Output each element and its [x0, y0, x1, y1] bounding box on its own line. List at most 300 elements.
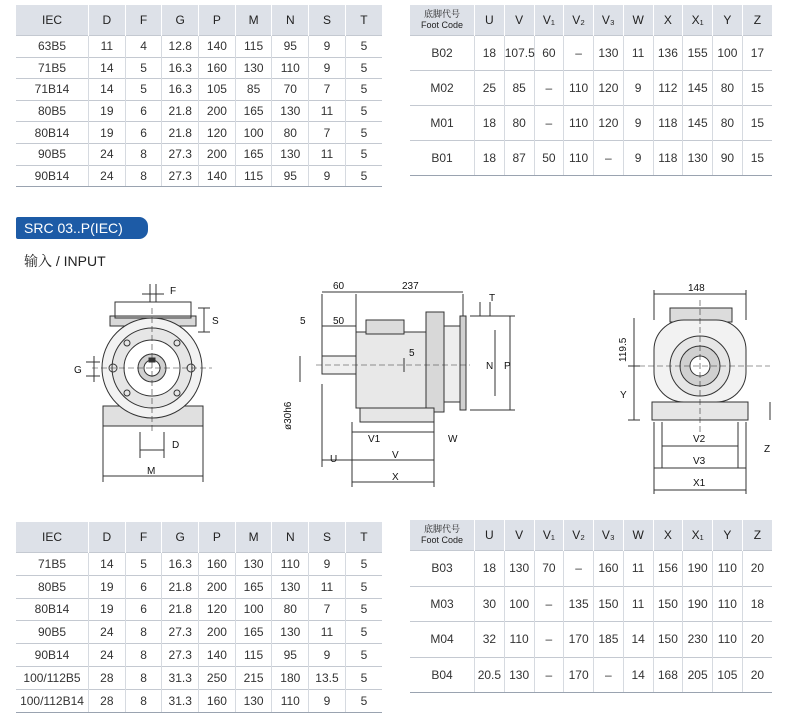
- column-header: T: [345, 5, 382, 36]
- dim-label-g: G: [74, 365, 82, 376]
- value-cell: 5: [345, 79, 382, 101]
- value-cell: 87: [504, 141, 534, 176]
- dim-label-shaft: ø30h6: [283, 401, 294, 430]
- value-cell: 100: [713, 36, 743, 71]
- value-cell: 9: [309, 36, 346, 58]
- column-header: V₁: [534, 520, 564, 551]
- value-cell: 250: [199, 666, 236, 689]
- table-row: [16, 57, 382, 79]
- value-cell: 6: [125, 122, 162, 144]
- value-cell: –: [534, 71, 564, 106]
- value-cell: 115: [235, 644, 272, 667]
- value-cell: 11: [309, 575, 346, 598]
- value-cell: 24: [89, 644, 126, 667]
- column-header: V₃: [594, 520, 624, 551]
- value-cell: 5: [345, 143, 382, 165]
- value-cell: 110: [713, 622, 743, 658]
- value-cell: 200: [199, 143, 236, 165]
- value-cell: 8: [125, 644, 162, 667]
- foot-code-en: Foot Code: [420, 20, 464, 30]
- column-header: V: [504, 5, 534, 36]
- value-cell: 80: [272, 122, 309, 144]
- foot-code-cn: 底脚代号: [423, 9, 460, 19]
- value-cell: 80: [713, 106, 743, 141]
- table-row: [16, 143, 382, 165]
- value-cell: 6: [125, 100, 162, 122]
- value-cell: 27.3: [162, 644, 199, 667]
- value-cell: 230: [683, 622, 713, 658]
- value-cell: 5: [345, 598, 382, 621]
- value-cell: 8: [125, 689, 162, 712]
- value-cell: 130: [272, 575, 309, 598]
- column-header: T: [345, 522, 382, 553]
- value-cell: 165: [235, 621, 272, 644]
- value-cell: 60: [534, 36, 564, 71]
- row-label-cell: 71B14: [16, 79, 89, 101]
- foot-code-header: [410, 5, 475, 36]
- value-cell: 5: [345, 36, 382, 58]
- value-cell: 110: [504, 622, 534, 658]
- value-cell: 80: [713, 71, 743, 106]
- value-cell: 5: [345, 553, 382, 576]
- dim-label-m: M: [147, 466, 156, 477]
- value-cell: 9: [623, 141, 653, 176]
- column-header: X: [653, 520, 683, 551]
- value-cell: 5: [345, 621, 382, 644]
- column-header: Z: [742, 520, 772, 551]
- value-cell: 150: [653, 586, 683, 622]
- value-cell: 80: [272, 598, 309, 621]
- value-cell: 27.3: [162, 621, 199, 644]
- dim-label-z: Z: [764, 444, 771, 455]
- value-cell: 11: [623, 586, 653, 622]
- value-cell: 5: [345, 644, 382, 667]
- row-label-cell: 100/112B5: [16, 666, 89, 689]
- value-cell: 130: [235, 689, 272, 712]
- column-header: S: [309, 522, 346, 553]
- value-cell: 12.8: [162, 36, 199, 58]
- column-header: W: [623, 5, 653, 36]
- value-cell: 120: [594, 71, 624, 106]
- value-cell: 160: [199, 553, 236, 576]
- value-cell: 15: [742, 71, 772, 106]
- foot-code-en: Foot Code: [420, 535, 464, 545]
- row-label-cell: M04: [410, 622, 475, 658]
- dim-label-v: V: [392, 450, 399, 461]
- value-cell: 9: [309, 165, 346, 187]
- column-header: V₁: [534, 5, 564, 36]
- row-label-cell: 80B14: [16, 122, 89, 144]
- value-cell: 31.3: [162, 689, 199, 712]
- value-cell: 190: [683, 551, 713, 587]
- value-cell: 170: [564, 657, 594, 693]
- table-row: [410, 586, 772, 622]
- value-cell: 20: [742, 657, 772, 693]
- column-header: Y: [713, 520, 743, 551]
- row-label-cell: 100/112B14: [16, 689, 89, 712]
- row-label-cell: B04: [410, 657, 475, 693]
- table-row: [16, 575, 382, 598]
- value-cell: 180: [272, 666, 309, 689]
- value-cell: 13.5: [309, 666, 346, 689]
- value-cell: 130: [272, 100, 309, 122]
- table-row: [16, 165, 382, 187]
- row-label-cell: M02: [410, 71, 475, 106]
- value-cell: 110: [272, 553, 309, 576]
- column-header: G: [162, 522, 199, 553]
- value-cell: 136: [653, 36, 683, 71]
- value-cell: 11: [309, 621, 346, 644]
- column-header: N: [272, 522, 309, 553]
- top-left-iec-table: [16, 5, 382, 187]
- value-cell: 14: [89, 553, 126, 576]
- value-cell: –: [564, 551, 594, 587]
- dim-label-f: F: [170, 286, 177, 297]
- value-cell: 19: [89, 598, 126, 621]
- row-label-cell: B01: [410, 141, 475, 176]
- value-cell: 100: [504, 586, 534, 622]
- value-cell: 18: [475, 551, 505, 587]
- value-cell: 100: [235, 598, 272, 621]
- value-cell: 130: [594, 36, 624, 71]
- column-header: P: [199, 5, 236, 36]
- foot-code-header: [410, 520, 475, 551]
- value-cell: 24: [89, 621, 126, 644]
- value-cell: 160: [199, 689, 236, 712]
- value-cell: 120: [594, 106, 624, 141]
- value-cell: 27.3: [162, 143, 199, 165]
- value-cell: 19: [89, 100, 126, 122]
- column-header: IEC: [16, 522, 89, 553]
- column-header: Z: [742, 5, 772, 36]
- value-cell: 20: [742, 622, 772, 658]
- dim-label-t: T: [489, 293, 496, 304]
- value-cell: –: [534, 106, 564, 141]
- value-cell: 7: [309, 122, 346, 144]
- row-label-cell: B02: [410, 36, 475, 71]
- column-header: U: [475, 5, 505, 36]
- value-cell: 9: [623, 71, 653, 106]
- value-cell: 85: [235, 79, 272, 101]
- value-cell: 130: [272, 621, 309, 644]
- header-row: [16, 5, 382, 36]
- input-label: 输入 / INPUT: [24, 253, 106, 269]
- value-cell: 155: [683, 36, 713, 71]
- value-cell: 20: [742, 551, 772, 587]
- column-header: S: [309, 5, 346, 36]
- column-header: D: [89, 522, 126, 553]
- value-cell: 95: [272, 644, 309, 667]
- value-cell: 160: [594, 551, 624, 587]
- value-cell: 80: [504, 106, 534, 141]
- value-cell: 105: [199, 79, 236, 101]
- table-row: [16, 644, 382, 667]
- value-cell: 21.8: [162, 100, 199, 122]
- column-header: F: [125, 5, 162, 36]
- bottom-right-foot-code-table: [410, 520, 772, 693]
- dim-label-d: D: [172, 440, 180, 451]
- value-cell: 14: [623, 657, 653, 693]
- dim-label-v3: V3: [693, 456, 706, 467]
- value-cell: 170: [564, 622, 594, 658]
- value-cell: 165: [235, 100, 272, 122]
- row-label-cell: 71B5: [16, 553, 89, 576]
- bottom-left-iec-table: [16, 522, 382, 713]
- value-cell: 30: [475, 586, 505, 622]
- column-header: M: [235, 5, 272, 36]
- value-cell: 27.3: [162, 165, 199, 187]
- row-label-cell: 90B5: [16, 143, 89, 165]
- value-cell: 9: [309, 689, 346, 712]
- dim-label-60: 60: [333, 281, 345, 292]
- value-cell: 200: [199, 100, 236, 122]
- value-cell: 25: [475, 71, 505, 106]
- value-cell: 85: [504, 71, 534, 106]
- value-cell: 145: [683, 71, 713, 106]
- value-cell: 19: [89, 122, 126, 144]
- value-cell: 90: [713, 141, 743, 176]
- value-cell: 8: [125, 666, 162, 689]
- table-row: [16, 36, 382, 58]
- dim-label-n: N: [486, 361, 494, 372]
- value-cell: –: [594, 141, 624, 176]
- column-header: IEC: [16, 5, 89, 36]
- value-cell: 130: [272, 143, 309, 165]
- value-cell: 120: [199, 122, 236, 144]
- value-cell: 24: [89, 143, 126, 165]
- foot-code-cn: 底脚代号: [423, 524, 460, 534]
- table-row: [16, 79, 382, 101]
- value-cell: 15: [742, 106, 772, 141]
- value-cell: 150: [653, 622, 683, 658]
- value-cell: 5: [125, 79, 162, 101]
- dim-label-148: 148: [688, 283, 705, 294]
- column-header: W: [623, 520, 653, 551]
- table-row: [16, 122, 382, 144]
- value-cell: –: [564, 36, 594, 71]
- column-header: X: [653, 5, 683, 36]
- value-cell: 9: [309, 553, 346, 576]
- value-cell: 18: [742, 586, 772, 622]
- header-row: [16, 522, 382, 553]
- value-cell: 110: [564, 141, 594, 176]
- value-cell: 130: [504, 657, 534, 693]
- value-cell: 14: [89, 57, 126, 79]
- column-header: Y: [713, 5, 743, 36]
- value-cell: 110: [272, 689, 309, 712]
- dim-label-5b: 5: [409, 348, 415, 359]
- table-row: [16, 689, 382, 712]
- value-cell: 16.3: [162, 79, 199, 101]
- value-cell: 165: [235, 143, 272, 165]
- value-cell: 107.5: [504, 36, 534, 71]
- top-right-foot-code-table: [410, 5, 772, 176]
- value-cell: –: [534, 657, 564, 693]
- value-cell: 150: [594, 586, 624, 622]
- row-label-cell: 90B14: [16, 644, 89, 667]
- value-cell: 4: [125, 36, 162, 58]
- value-cell: 168: [653, 657, 683, 693]
- row-label-cell: 90B5: [16, 621, 89, 644]
- table-row: [410, 141, 772, 176]
- row-label-cell: B03: [410, 551, 475, 587]
- value-cell: –: [534, 622, 564, 658]
- table-row: [16, 553, 382, 576]
- value-cell: 18: [475, 141, 505, 176]
- table-row: [410, 551, 772, 587]
- value-cell: 95: [272, 36, 309, 58]
- value-cell: 19: [89, 575, 126, 598]
- value-cell: 95: [272, 165, 309, 187]
- table-row: [410, 622, 772, 658]
- value-cell: 21.8: [162, 575, 199, 598]
- value-cell: 11: [89, 36, 126, 58]
- column-header: P: [199, 522, 236, 553]
- value-cell: 110: [564, 71, 594, 106]
- dim-label-p: P: [504, 361, 511, 372]
- value-cell: 156: [653, 551, 683, 587]
- table-row: [16, 598, 382, 621]
- value-cell: 16.3: [162, 553, 199, 576]
- value-cell: 205: [683, 657, 713, 693]
- dim-label-237: 237: [402, 281, 419, 292]
- left-flange-view: [86, 284, 212, 482]
- row-label-cell: M01: [410, 106, 475, 141]
- value-cell: 70: [272, 79, 309, 101]
- header-row: [410, 5, 772, 36]
- dim-label-x1: X1: [693, 478, 706, 489]
- value-cell: 14: [89, 79, 126, 101]
- row-label-cell: 80B5: [16, 575, 89, 598]
- value-cell: 32: [475, 622, 505, 658]
- value-cell: 110: [713, 551, 743, 587]
- column-header: V₂: [564, 520, 594, 551]
- table-row: [410, 106, 772, 141]
- value-cell: 9: [309, 57, 346, 79]
- value-cell: –: [594, 657, 624, 693]
- value-cell: 140: [199, 644, 236, 667]
- value-cell: 200: [199, 575, 236, 598]
- value-cell: 20.5: [475, 657, 505, 693]
- table-row: [410, 36, 772, 71]
- value-cell: 190: [683, 586, 713, 622]
- value-cell: 6: [125, 575, 162, 598]
- value-cell: 24: [89, 165, 126, 187]
- table-row: [16, 666, 382, 689]
- row-label-cell: 80B14: [16, 598, 89, 621]
- value-cell: 140: [199, 165, 236, 187]
- dim-label-y: Y: [620, 390, 627, 401]
- value-cell: 200: [199, 621, 236, 644]
- dim-label-5: 5: [300, 316, 306, 327]
- value-cell: 7: [309, 79, 346, 101]
- value-cell: 11: [309, 143, 346, 165]
- value-cell: 6: [125, 598, 162, 621]
- value-cell: 215: [235, 666, 272, 689]
- column-header: U: [475, 520, 505, 551]
- value-cell: 110: [272, 57, 309, 79]
- dim-label-s: S: [212, 316, 219, 327]
- value-cell: 118: [653, 106, 683, 141]
- value-cell: 5: [345, 57, 382, 79]
- column-header: D: [89, 5, 126, 36]
- row-label-cell: 90B14: [16, 165, 89, 187]
- value-cell: 5: [345, 122, 382, 144]
- value-cell: 185: [594, 622, 624, 658]
- column-header: M: [235, 522, 272, 553]
- value-cell: 140: [199, 36, 236, 58]
- dim-label-w: W: [448, 434, 458, 445]
- value-cell: 105: [713, 657, 743, 693]
- value-cell: 130: [683, 141, 713, 176]
- table-row: [16, 100, 382, 122]
- value-cell: 130: [235, 553, 272, 576]
- value-cell: 50: [534, 141, 564, 176]
- value-cell: 8: [125, 143, 162, 165]
- row-label-cell: 71B5: [16, 57, 89, 79]
- value-cell: 5: [125, 57, 162, 79]
- value-cell: 135: [564, 586, 594, 622]
- value-cell: 8: [125, 165, 162, 187]
- column-header: G: [162, 5, 199, 36]
- value-cell: –: [534, 586, 564, 622]
- value-cell: 15: [742, 141, 772, 176]
- value-cell: 14: [623, 622, 653, 658]
- value-cell: 11: [309, 100, 346, 122]
- value-cell: 18: [475, 106, 505, 141]
- section-badge: SRC 03..P(IEC): [16, 217, 148, 239]
- column-header: F: [125, 522, 162, 553]
- value-cell: 115: [235, 165, 272, 187]
- table-row: [410, 657, 772, 693]
- value-cell: 5: [125, 553, 162, 576]
- dim-label-50: 50: [333, 316, 345, 327]
- column-header: X₁: [683, 5, 713, 36]
- value-cell: 11: [623, 36, 653, 71]
- value-cell: 130: [504, 551, 534, 587]
- value-cell: 18: [475, 36, 505, 71]
- value-cell: 21.8: [162, 122, 199, 144]
- value-cell: 5: [345, 165, 382, 187]
- value-cell: 70: [534, 551, 564, 587]
- value-cell: 21.8: [162, 598, 199, 621]
- value-cell: 8: [125, 621, 162, 644]
- row-label-cell: M03: [410, 586, 475, 622]
- value-cell: 28: [89, 689, 126, 712]
- value-cell: 9: [309, 644, 346, 667]
- value-cell: 28: [89, 666, 126, 689]
- value-cell: 17: [742, 36, 772, 71]
- table-row: [16, 621, 382, 644]
- value-cell: 160: [199, 57, 236, 79]
- value-cell: 11: [623, 551, 653, 587]
- value-cell: 145: [683, 106, 713, 141]
- value-cell: 5: [345, 666, 382, 689]
- value-cell: 16.3: [162, 57, 199, 79]
- value-cell: 5: [345, 689, 382, 712]
- value-cell: 165: [235, 575, 272, 598]
- gearbox-technical-drawing: [0, 272, 785, 494]
- table-row: [410, 71, 772, 106]
- dim-label-119-5: 119.5: [618, 337, 629, 362]
- value-cell: 5: [345, 100, 382, 122]
- value-cell: 7: [309, 598, 346, 621]
- column-header: V₃: [594, 5, 624, 36]
- column-header: V: [504, 520, 534, 551]
- value-cell: 118: [653, 141, 683, 176]
- value-cell: 31.3: [162, 666, 199, 689]
- value-cell: 115: [235, 36, 272, 58]
